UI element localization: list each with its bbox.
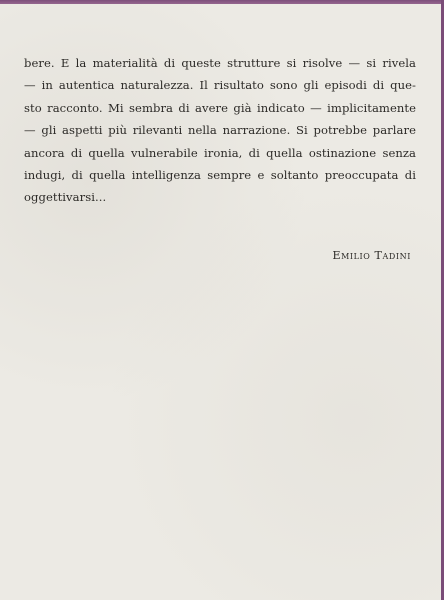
text-line: sto racconto. Mi sembra di avere già indicato — implicitamente (24, 100, 416, 115)
book-page (0, 4, 441, 600)
text-line: bere. E la materialità di queste strutture si risolve — si rivela (24, 56, 416, 70)
text-line: — gli aspetti più rilevanti nella narrazione. Si potrebbe parlare (24, 123, 416, 138)
text-line: ancora di quella vulnerabile ironia, di quella ostinazione senza (24, 145, 416, 160)
text-line: indugi, di quella intelligenza sempre e soltanto preoccupata di (24, 168, 416, 183)
text-line: — in autentica naturalezza. Il risultato sono gli episodi di que- (24, 78, 416, 93)
author-signature: Emilio Tadini (332, 249, 411, 262)
body-paragraph (24, 52, 416, 209)
text-line: oggettivarsi... (24, 190, 107, 205)
